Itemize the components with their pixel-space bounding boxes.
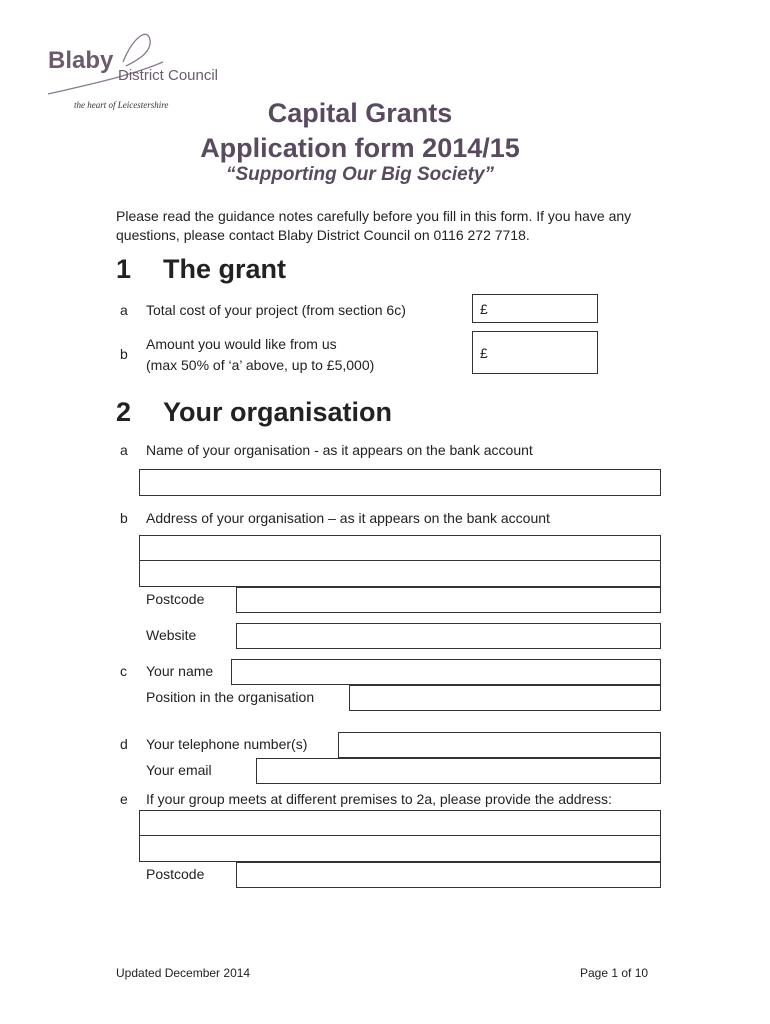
section2-number: 2 [116,397,132,427]
amount-requested-label-line1: Amount you would like from us [146,336,337,352]
total-cost-field[interactable] [472,294,598,323]
amount-requested-label-line2: (max 50% of ‘a’ above, up to £5,000) [146,357,375,373]
footer-page-number: Page 1 of 10 [580,966,649,980]
amount-requested-field[interactable] [472,331,598,374]
section1-number: 1 [116,254,132,284]
email-field[interactable] [256,758,661,784]
postcode-field[interactable] [236,587,661,613]
premises-postcode-label: Postcode [146,866,205,882]
section2-c-letter: c [120,663,127,679]
logo-tagline: the heart of Leicestershire [74,100,169,110]
total-cost-currency: £ [480,300,488,317]
telephone-label: Your telephone number(s) [146,736,308,752]
position-label: Position in the organisation [146,689,315,705]
email-label: Your email [146,762,212,778]
intro-text: Please read the guidance notes carefully before you fill in this form. If you have any questions, please contact Blaby District Council on 0116 272 7718. [116,208,632,243]
your-name-field[interactable] [231,659,661,685]
footer-updated: Updated December 2014 [116,966,251,980]
org-address-line1-field[interactable] [139,535,661,561]
postcode-label: Postcode [146,591,205,607]
org-name-label: Name of your organisation - as it appears on the bank account [146,442,533,458]
page-title-line1: Capital Grants [267,98,453,128]
section2-d-letter: d [120,736,128,752]
section1-a-letter: a [120,302,128,318]
website-label: Website [146,627,197,643]
premises-address-line1-field[interactable] [139,810,661,836]
logo-name: Blaby [48,47,114,74]
position-field[interactable] [349,685,661,711]
section2-e-letter: e [120,791,128,807]
org-address-line2-field[interactable] [139,560,661,587]
total-cost-label: Total cost of your project (from section 6c) [146,302,406,318]
premises-address-label: If your group meets at different premises to 2a, please provide the address: [146,791,612,807]
section1-title: The grant [163,254,287,284]
section2-title: Your organisation [163,397,393,427]
premises-postcode-field[interactable] [236,862,661,888]
telephone-field[interactable] [338,732,661,758]
org-name-field[interactable] [139,469,661,496]
section2-b-letter: b [120,510,128,526]
amount-requested-currency: £ [480,344,488,361]
website-field[interactable] [236,623,661,649]
section2-a-letter: a [120,442,128,458]
page-title-line2: Application form 2014/15 [200,133,520,163]
org-address-label: Address of your organisation – as it appears on the bank account [146,510,550,526]
your-name-label: Your name [146,663,214,679]
logo-subtitle: District Council [118,67,219,84]
premises-address-line2-field[interactable] [139,835,661,862]
section1-b-letter: b [120,346,128,362]
page-subtitle: “Supporting Our Big Society” [225,164,495,185]
